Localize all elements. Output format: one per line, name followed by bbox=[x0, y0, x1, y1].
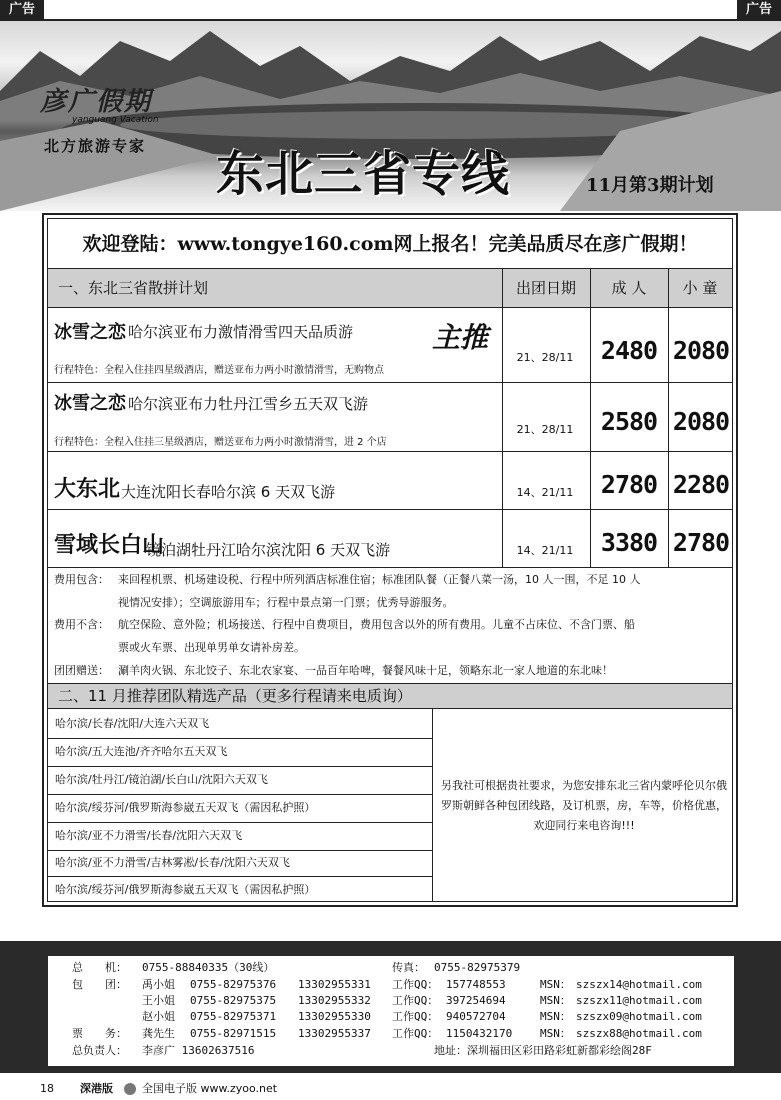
route-4-dates: 14、21/11 bbox=[516, 544, 574, 557]
package-item-6: 哈尔滨/亚不力滑雪/吉林雾凇/长春/沈阳六天双飞 bbox=[55, 856, 290, 869]
banner-lake-mountains bbox=[0, 21, 781, 211]
ad-tag-left: 广告 bbox=[0, 0, 44, 20]
col-child-header: 小 童 bbox=[682, 279, 718, 297]
main-phone-label: 总 机： bbox=[72, 961, 127, 974]
package-item-5: 哈尔滨/亚不力滑雪/长春/沈阳六天双飞 bbox=[55, 829, 243, 842]
page-title: 东北三省专线 bbox=[216, 146, 511, 202]
cost-excluded-line-2: 票或火车票、出现单男单女请补房差。 bbox=[118, 641, 305, 654]
agent-2-msn: szszx11@hotmail.com bbox=[576, 994, 702, 1007]
agent-3-msn: szszx09@hotmail.com bbox=[576, 1010, 702, 1023]
route-3-adult-price: 2780 bbox=[600, 470, 658, 499]
ticket-tel: 0755-82971515 bbox=[190, 1027, 277, 1040]
grid-line bbox=[48, 822, 432, 823]
cost-included-label: 费用包含： bbox=[54, 573, 109, 586]
route-2-adult-price: 2580 bbox=[600, 407, 658, 436]
fax-number: 0755-82975379 bbox=[434, 961, 521, 974]
route-3-dates: 14、21/11 bbox=[516, 486, 574, 499]
route-1-child-price: 2080 bbox=[672, 336, 730, 365]
route-4-name: 雪域长白山 bbox=[54, 532, 165, 558]
agent-3-qq-label: 工作QQ： bbox=[392, 1010, 439, 1023]
package-item-7: 哈尔滨/绥芬河/俄罗斯海参崴五天双飞（需因私护照） bbox=[55, 883, 316, 896]
logo-name: 彦广假期 bbox=[40, 87, 153, 117]
custom-tour-note: 另我社可根据贵社要求，为您安排东北三省内蒙呼伦贝尔俄罗斯朝鲜各种包团线路，及订机票，房，车等，价格优惠，欢迎同行来电咨询!!! bbox=[441, 779, 727, 832]
route-4-adult-price: 3380 bbox=[600, 528, 658, 557]
gifts-label: 团团赠送： bbox=[54, 664, 109, 677]
manager-label: 总负责人： bbox=[72, 1044, 127, 1057]
ticket-msn-label: MSN： bbox=[540, 1027, 571, 1040]
section2-title: 二、11 月推荐团队精选产品（更多行程请来电质询） bbox=[58, 687, 412, 705]
agent-2-mobile: 13302955332 bbox=[298, 994, 371, 1007]
gifts-line-1: 涮羊肉火锅、东北饺子、东北农家宴、一品百年哈啤，餐餐风味十足，领略东北一家人地道的东北味！ bbox=[118, 664, 613, 677]
route-1-adult-price: 2480 bbox=[600, 336, 658, 365]
ticket-msn: szszx88@hotmail.com bbox=[576, 1027, 702, 1040]
package-item-3: 哈尔滨/牡丹江/镜泊湖/长白山/沈阳六天双飞 bbox=[55, 773, 268, 786]
ad-tag-right: 广告 bbox=[737, 0, 781, 20]
col-adult-header: 成 人 bbox=[611, 279, 647, 297]
ticket-qq: 1150432170 bbox=[446, 1027, 513, 1040]
route-4-title: 镜泊湖牡丹江哈尔滨沈阳 6 天双飞游 bbox=[146, 541, 391, 559]
agent-2-qq: 397254694 bbox=[446, 994, 506, 1007]
page-footer bbox=[0, 1078, 781, 1100]
agent-2-qq-label: 工作QQ： bbox=[392, 994, 439, 1007]
agent-1-qq-label: 工作QQ： bbox=[392, 978, 439, 991]
package-item-1: 哈尔滨/长春/沈阳/大连六天双飞 bbox=[55, 717, 210, 730]
package-item-2: 哈尔滨/五大连池/齐齐哈尔五天双飞 bbox=[55, 745, 228, 758]
agent-1-qq: 157748553 bbox=[446, 978, 506, 991]
edition-label: 深港版 bbox=[80, 1082, 113, 1095]
cost-excluded-label: 费用不含： bbox=[54, 618, 109, 631]
agent-3-mobile: 13302955330 bbox=[298, 1010, 371, 1023]
cost-excluded-line-1: 航空保险、意外险；机场接送、行程中自费项目，费用包含以外的所有费用。儿童不占床位、不含门票、船 bbox=[118, 618, 635, 631]
agent-3-name: 赵小姐 bbox=[142, 1010, 175, 1023]
cost-included-line-1: 来回程机票、机场建设税、行程中所列酒店标准住宿；标准团队餐（正餐八菜一汤，10 人一围，不足 10 人 bbox=[118, 573, 641, 586]
agent-2-tel: 0755-82975375 bbox=[190, 994, 277, 1007]
group-tour-label: 包 团： bbox=[72, 978, 127, 991]
featured-label: 主推 bbox=[432, 321, 489, 354]
route-3-child-price: 2280 bbox=[672, 470, 730, 499]
ticket-name: 龚先生 bbox=[142, 1027, 175, 1040]
package-item-4: 哈尔滨/绥芬河/俄罗斯海参崴五天双飞（需因私护照） bbox=[55, 801, 316, 814]
website-label: 全国电子版 www.zyoo.net bbox=[142, 1082, 278, 1095]
ticket-label: 票 务： bbox=[72, 1027, 127, 1040]
agent-2-msn-label: MSN： bbox=[540, 994, 571, 1007]
route-1-features: 行程特色：全程入住挂四星级酒店，赠送亚布力两小时激情滑雪，无购物点 bbox=[54, 365, 384, 376]
grid-line bbox=[48, 794, 432, 795]
grid-line bbox=[502, 268, 503, 568]
agent-1-tel: 0755-82975376 bbox=[190, 978, 277, 991]
route-3-name: 大东北 bbox=[54, 476, 121, 502]
page-number: 18 bbox=[40, 1082, 54, 1095]
route-2-features: 行程特色：全程入住挂三星级酒店，赠送亚布力两小时激情滑雪，进 2 个店 bbox=[54, 437, 387, 448]
fax-label: 传真： bbox=[392, 961, 425, 974]
grid-line bbox=[48, 451, 732, 452]
manager-contact: 李彦广 13602637516 bbox=[142, 1044, 255, 1057]
ticket-mobile: 13302955337 bbox=[298, 1027, 371, 1040]
route-1-title: 哈尔滨亚布力激情滑雪四天品质游 bbox=[128, 323, 354, 341]
agent-1-msn: szszx14@hotmail.com bbox=[576, 978, 702, 991]
route-1-name: 冰雪之恋 bbox=[54, 322, 126, 343]
route-2-dates: 21、28/11 bbox=[516, 423, 574, 436]
route-3-title: 大连沈阳长春哈尔滨 6 天双飞游 bbox=[121, 483, 336, 501]
section1-title: 一、东北三省散拼计划 bbox=[58, 279, 209, 297]
route-4-child-price: 2780 bbox=[672, 528, 730, 557]
route-2-title: 哈尔滨亚布力牡丹江雪乡五天双飞游 bbox=[128, 395, 369, 413]
main-phone: 0755-88840335（30线） bbox=[142, 961, 275, 974]
grid-line bbox=[48, 738, 432, 739]
agent-3-msn-label: MSN： bbox=[540, 1010, 571, 1023]
grid-line bbox=[48, 766, 432, 767]
agent-1-name: 禹小姐 bbox=[142, 978, 175, 991]
grid-line bbox=[48, 876, 432, 877]
agent-1-msn-label: MSN： bbox=[540, 978, 571, 991]
route-2-child-price: 2080 bbox=[672, 407, 730, 436]
agent-2-name: 王小姐 bbox=[142, 994, 175, 1007]
ticket-qq-label: 工作QQ： bbox=[392, 1027, 439, 1040]
agent-1-mobile: 13302955331 bbox=[298, 978, 371, 991]
grid-line bbox=[432, 709, 433, 902]
grid-line bbox=[48, 567, 732, 568]
grid-line bbox=[48, 382, 732, 383]
grid-line bbox=[48, 509, 732, 510]
logo-slogan: 北方旅游专家 bbox=[44, 137, 147, 155]
edition-logo-icon bbox=[124, 1083, 136, 1095]
office-address: 地址：深圳福田区彩田路彩虹新都彩绘阁28F bbox=[434, 1044, 652, 1057]
agent-3-tel: 0755-82975371 bbox=[190, 1010, 277, 1023]
agent-3-qq: 940572704 bbox=[446, 1010, 506, 1023]
cost-included-line-2: 视情况安排）；空调旅游用车；行程中景点第一门票；优秀导游服务。 bbox=[118, 596, 454, 609]
route-1-dates: 21、28/11 bbox=[516, 351, 574, 364]
route-2-name: 冰雪之恋 bbox=[54, 393, 126, 414]
logo-english: yanguang Vacation bbox=[72, 115, 159, 125]
col-date-header: 出团日期 bbox=[515, 279, 576, 297]
welcome-banner: 欢迎登陆：www.tongye160.com网上报名！完美品质尽在彦广假期！ bbox=[82, 233, 698, 255]
issue-label: 11月第3期计划 bbox=[586, 175, 714, 196]
